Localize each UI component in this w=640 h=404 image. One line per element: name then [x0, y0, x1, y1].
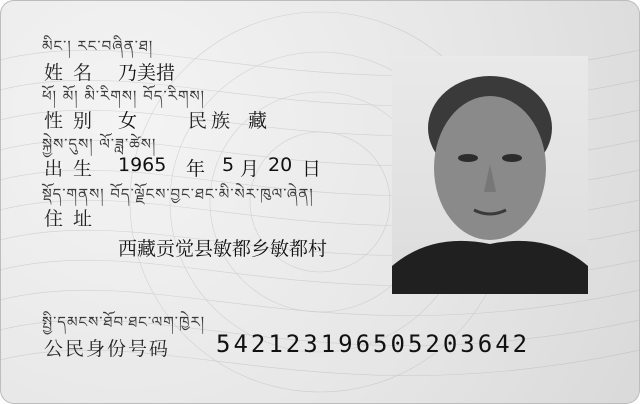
birth-year-unit: 年 — [186, 158, 206, 180]
name-label: 姓名 — [44, 62, 103, 84]
tibetan-birth-line: སྐྱེས་དུས། ལོ་ཟླ་ཚེས། — [42, 135, 157, 153]
tibetan-sex-ethnic-line: ཕོ། མོ། མི་རིགས། བོད་རིགས། — [42, 87, 205, 105]
tibetan-id-label: སྤྱི་དམངས་ཐོབ་ཐང་ལག་ཁྱེར། — [42, 313, 206, 331]
birth-month-unit: 月 — [240, 158, 260, 180]
birth-label: 出生 — [44, 158, 103, 180]
birth-month: 5 — [222, 154, 235, 176]
id-number-label: 公民身份号码 — [44, 338, 171, 360]
portrait-illustration — [392, 56, 588, 294]
address-label: 住址 — [44, 208, 103, 230]
ethnic-label: 民族 — [188, 110, 235, 132]
sex-value: 女 — [118, 110, 138, 132]
id-number-value: 542123196505203642 — [216, 330, 531, 358]
sex-label: 性别 — [44, 110, 103, 132]
tibetan-address-line: སྡོད་གནས། བོད་ལྗོངས་བྱང་ཐང་མི་སེར་ཁུལ་ཞེན། — [42, 185, 314, 203]
birth-day: 20 — [268, 154, 293, 176]
address-value: 西藏贡觉县敏都乡敏都村 — [118, 238, 328, 260]
name-value: 乃美措 — [118, 62, 176, 84]
ethnic-value: 藏 — [248, 110, 268, 132]
portrait-photo — [392, 56, 588, 294]
birth-year: 1965 — [118, 154, 167, 176]
birth-day-unit: 日 — [302, 158, 322, 180]
tibetan-name-label: མིང་། རང་བཞིན་ཐ། — [42, 37, 154, 55]
